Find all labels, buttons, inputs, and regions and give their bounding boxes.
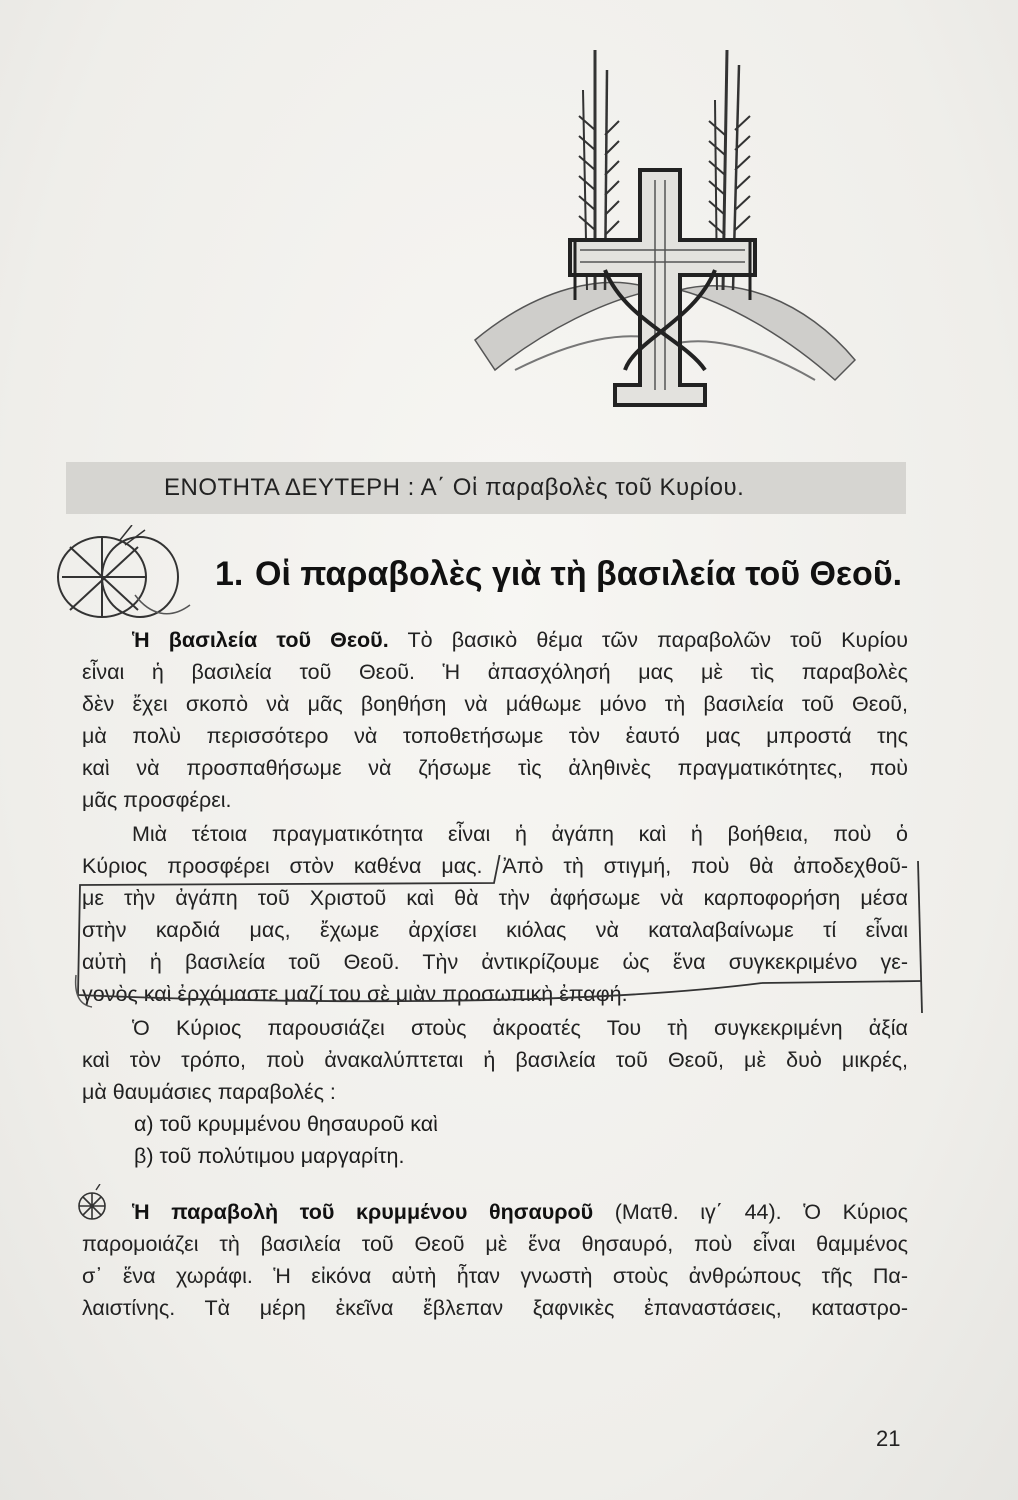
paragraph-line: μὰ πολὺ περισσότερο νὰ τοποθετήσωμε τὸν ἑαυτό μας μπροστά της: [82, 724, 908, 748]
paragraph-line: Ἡ παραβολὴ τοῦ κρυμμένου θησαυροῦ (Ματθ. ιγ΄ 44). Ὁ Κύριος: [132, 1200, 908, 1224]
list-item: β) τοῦ πολύτιμου μαργαρίτη.: [134, 1144, 405, 1168]
chapter-title-row: [50, 525, 950, 625]
chapter-title: Οἱ παραβολὲς γιὰ τὴ βασιλεία τοῦ Θεοῦ.: [255, 555, 903, 593]
paragraph-line: εἶναι ἡ βασιλεία τοῦ Θεοῦ. Ἡ ἀπασχόλησή μας μὲ τὶς παραβολὲς: [82, 660, 908, 684]
parable-list: [134, 1108, 438, 1172]
paragraph-1: [82, 624, 908, 816]
section-header-bar: [66, 462, 906, 514]
paragraph-line: Κύριος προσφέρει στὸν καθένα μας. Ἀπὸ τὴ στιγμή, ποὺ θὰ ἀποδεχθοῦ-: [82, 854, 908, 878]
paragraph-line: στὴν καρδιά μας, ἔχωμε ἀρχίσει κιόλας νὰ καταλαβαίνωμε τί εἶναι: [82, 918, 908, 942]
chapter-number: 1.: [215, 555, 244, 593]
paragraph-line: σ᾽ ἕνα χωράφι. Ἡ εἰκόνα αὐτὴ ἦταν γνωστὴ στοὺς ἀνθρώπους τῆς Πα-: [82, 1264, 908, 1288]
paragraph-line: δὲν ἔχει σκοπὸ νὰ μᾶς βοηθήση νὰ μάθωμε μόνο τὴ βασιλεία τοῦ Θεοῦ,: [82, 692, 908, 716]
paragraph-line: Ὁ Κύριος παρουσιάζει στοὺς ἀκροατές Του τὴ συγκεκριμένη ἀξία: [132, 1016, 908, 1040]
paragraph-line: μὰ θαυμάσιες παραβολές :: [82, 1080, 336, 1104]
list-item: α) τοῦ κρυμμένου θησαυροῦ καὶ: [134, 1112, 438, 1136]
paragraph-line: Μιὰ τέτοια πραγματικότητα εἶναι ἡ ἀγάπη καὶ ἡ βοήθεια, ποὺ ὁ: [132, 822, 908, 846]
paragraph-line: παρομοιάζει τὴ βασιλεία τοῦ Θεοῦ μὲ ἕνα θησαυρό, ποὺ εἶναι θαμμένος: [82, 1232, 908, 1256]
section-label: ΕΝΟΤΗΤΑ ΔΕΥΤΕΡΗ : Α΄ Οἱ παραβολὲς τοῦ Κυρίου.: [164, 474, 745, 501]
paragraph-2: [82, 818, 908, 1010]
cross-wheat-emblem: [455, 40, 875, 440]
paragraph-line: με τὴν ἀγάπη τοῦ Χριστοῦ καὶ θὰ τὴν ἀφήσωμε νὰ καρποφορήση μέσα: [82, 886, 908, 910]
paragraph-3: [82, 1012, 908, 1108]
paragraph-lead: Ἡ παραβολὴ τοῦ κρυμμένου θησαυροῦ: [132, 1200, 594, 1224]
paragraph-line: καὶ νὰ προσπαθήσωμε νὰ ζήσωμε τὶς ἀληθινὲς πραγματικότητες, ποὺ: [82, 756, 908, 780]
paragraph-line: Ἡ βασιλεία τοῦ Θεοῦ. Τὸ βασικὸ θέμα τῶν παραβολῶν τοῦ Κυρίου: [132, 628, 908, 652]
paragraph-line: λαιστίνης. Τὰ μέρη ἐκεῖνα ἔβλεπαν ξαφνικὲς ἐπαναστάσεις, καταστρο-: [82, 1296, 908, 1320]
paragraph-line: γονὸς καὶ ἐρχόμαστε μαζί του σὲ μιὰν προσωπικὴ ἐπαφή.: [82, 982, 628, 1006]
paragraph-4: [82, 1196, 908, 1324]
scribble-wheel-icon: [50, 525, 200, 625]
paragraph-line: αὐτὴ ἡ βασιλεία τοῦ Θεοῦ. Τὴν ἀντικρίζουμε ὡς ἕνα συγκεκριμένο γε-: [82, 950, 908, 974]
paragraph-lead: Ἡ βασιλεία τοῦ Θεοῦ.: [132, 628, 389, 652]
paragraph-line: μᾶς προσφέρει.: [82, 788, 232, 812]
paragraph-line: καὶ τὸν τρόπο, ποὺ ἀνακαλύπτεται ἡ βασιλεία τοῦ Θεοῦ, μὲ δυὸ μικρές,: [82, 1048, 908, 1072]
page-number: 21: [876, 1426, 901, 1451]
